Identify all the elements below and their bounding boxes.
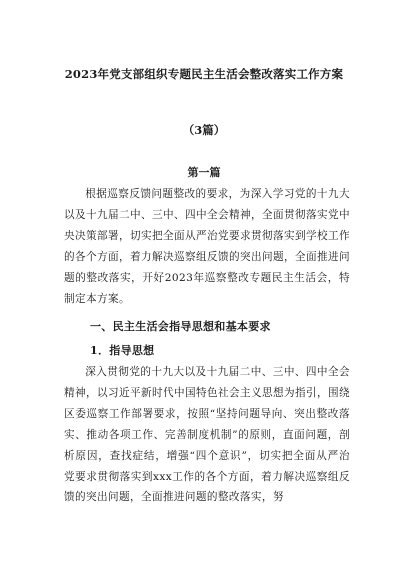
section-title: 第一篇 (187, 166, 221, 179)
section-heading: 一、民主生活会指导思想和基本要求 (90, 320, 271, 333)
document-title: 2023年党支部组织专题民主生活会整改落实工作方案 (64, 67, 344, 81)
body-paragraph: 根据巡察反馈问题整改的要求，为深入学习党的十九大以及十九届二中、三中、四中全会精神，全面贯彻落实党中央决策部署，切实把全面从严治党要求贯彻落实到学校工作的各个方面，着力解决巡察组反馈的突出问题，全面推进问题的整改落实，开好2023年巡察整改专题民主生活会，特制定本方案。 (64, 188, 350, 305)
body-paragraph: 深入贯彻党的十九大以及十九届二中、三中、四中全会精神，以习近平新时代中国特色社会主义思想为指引，围绕区委巡察工作部署要求，按照“坚持问题导向、突出整改落实、推动各项工作、完善制度机制”的原则，直面问题，剖析原因，查找症结，增强“四个意识”，切实把全面从严治党要求贯彻落实到xxx工作的各个方面，着力解决巡察组反馈的突出问题，全面推进问题的整改落实，努 (64, 366, 350, 504)
document-subtitle: （3篇） (182, 123, 226, 137)
subsection-heading: 1．指导思想 (90, 344, 155, 357)
